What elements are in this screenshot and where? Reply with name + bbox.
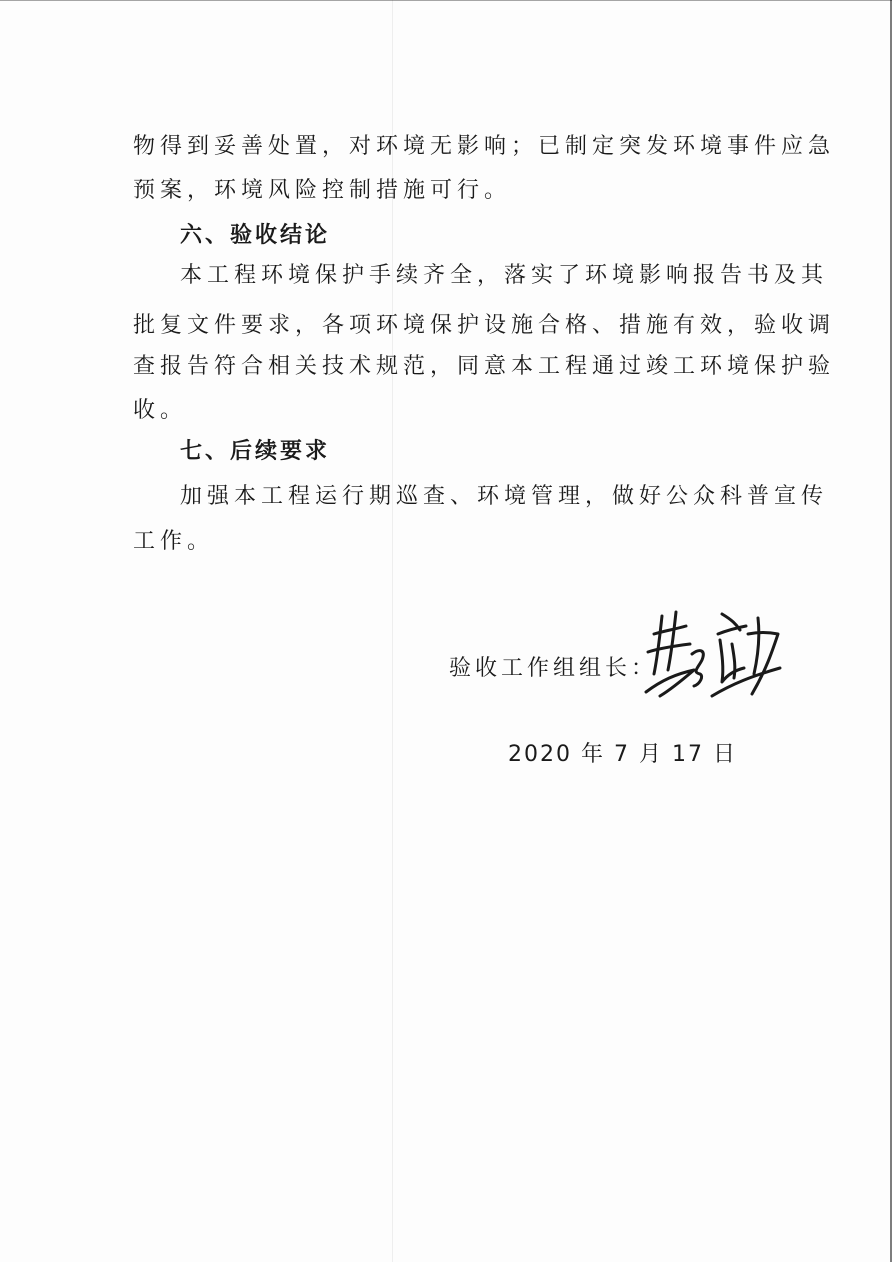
paragraph-line: 加强本工程运行期巡查、环境管理，做好公众科普宣传 xyxy=(180,484,829,509)
paragraph-line: 收。 xyxy=(133,398,188,423)
paragraph-line: 查报告符合相关技术规范，同意本工程通过竣工环境保护验 xyxy=(133,354,836,379)
section-heading-followup: 七、后续要求 xyxy=(180,439,331,464)
scan-edge-top xyxy=(0,0,892,1)
signature-label: 验收工作组组长： xyxy=(449,656,658,681)
paragraph-line: 本工程环境保护手续齐全，落实了环境影响报告书及其 xyxy=(180,263,829,288)
paragraph-line: 物得到妥善处置，对环境无影响；已制定突发环境事件应急 xyxy=(133,134,836,159)
paragraph-line: 工作。 xyxy=(133,529,215,554)
handwritten-signature xyxy=(640,604,790,704)
paragraph-line: 批复文件要求，各项环境保护设施合格、措施有效，验收调 xyxy=(133,313,836,338)
section-heading-conclusion: 六、验收结论 xyxy=(180,223,331,248)
signature-date: 2020 年 7 月 17 日 xyxy=(508,742,737,767)
paragraph-line: 预案，环境风险控制措施可行。 xyxy=(133,178,512,203)
